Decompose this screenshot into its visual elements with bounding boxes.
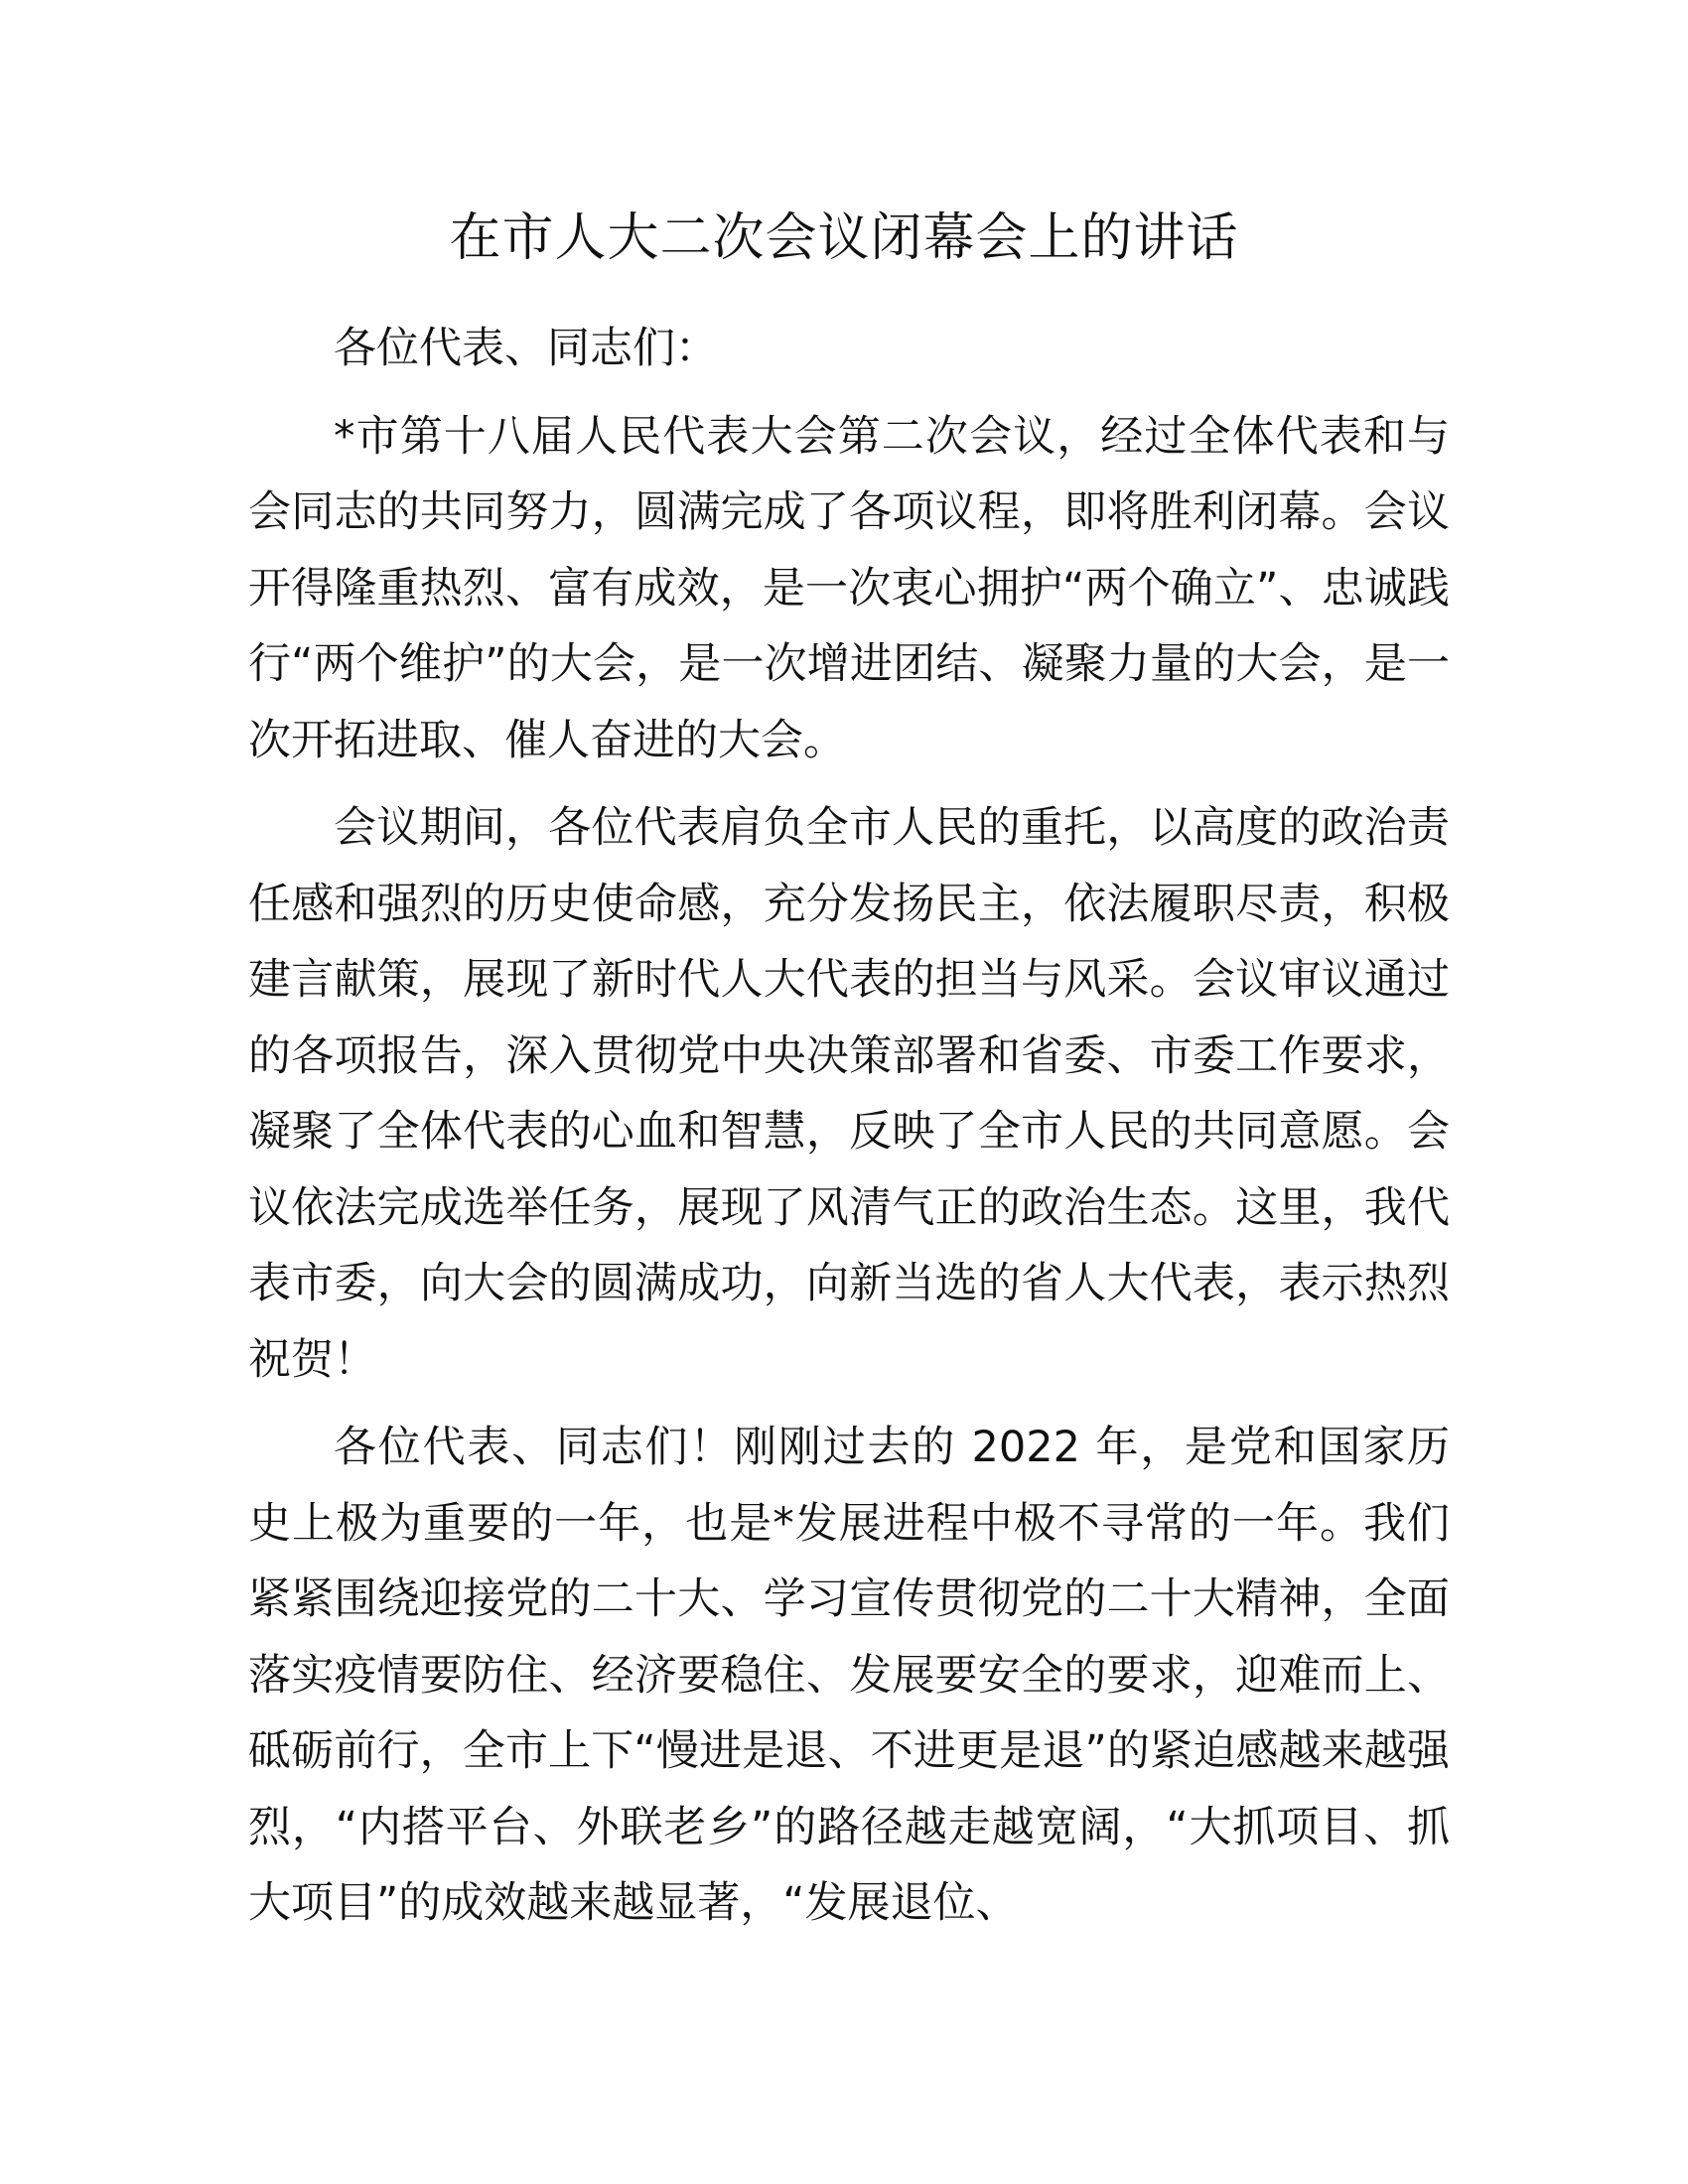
salutation: 各位代表、同志们： [334,324,718,373]
document-title: 在市人大二次会议闭幕会上的讲话 [449,208,1239,268]
paragraph-2: 会议期间，各位代表肩负全市人民的重托，以高度的政治责任感和强烈的历史使命感，充分发扬民主，依法履职尽责，积极建言献策，展现了新时代人大代表的担当与风采。会议审议通过的各项报告，深入贯彻党中央决策部署和省委、市委工作要求，凝聚了全体代表的心血和智慧，反映了全市人民的共同意愿。会议依法完成选举任务，展现了风清气正的政治生态。这里，我代表市委，向大会的圆满成功，向新当选的省人大代表，表示热烈祝贺！ [248,803,1450,1385]
paragraph-3: 各位代表、同志们！刚刚过去的 2022 年，是党和国家历史上极为重要的一年，也是*发展进程中极不寻常的一年。我们紧紧围绕迎接党的二十大、学习宣传贯彻党的二十大精神，全面落实疫情要防住、经济要稳住、发展要安全的要求，迎难而上、砥砺前行，全市上下“慢进是退、不进更是退”的紧迫感越来越强烈，“内搭平台、外联老乡”的路径越走越宽阔，“大抓项目、抓大项目”的成效越来越显著，“发展退位、 [248,1423,1450,1928]
document-body [248,311,1450,1942]
paragraph-1: *市第十八届人民代表大会第二次会议，经过全体代表和与会同志的共同努力，圆满完成了各项议程，即将胜利闭幕。会议开得隆重热烈、富有成效，是一次衷心拥护“两个确立”、忠诚践行“两个维护”的大会，是一次增进团结、凝聚力量的大会，是一次开拓进取、催人奋进的大会。 [248,411,1450,765]
